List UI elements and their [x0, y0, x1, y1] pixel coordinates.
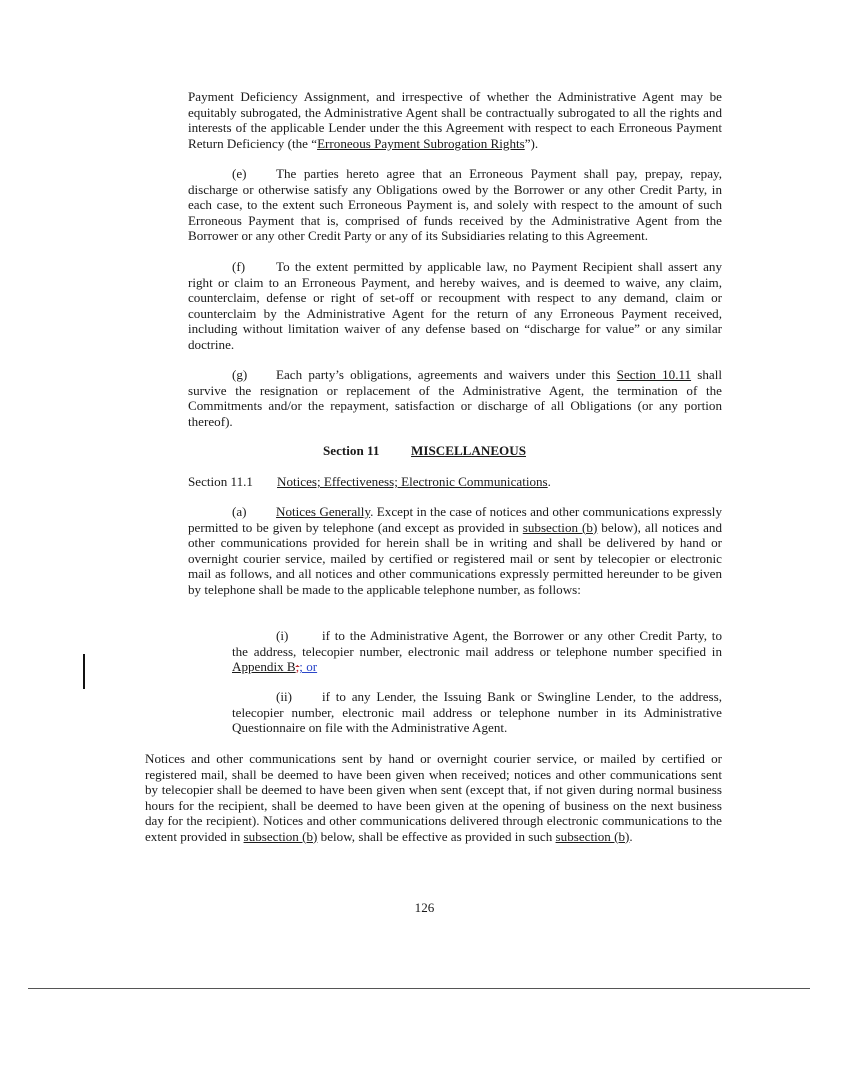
section-heading: [0, 443, 849, 459]
clause-label: (a): [232, 504, 247, 519]
paragraph-e: [188, 166, 722, 244]
subsection-heading: [188, 474, 551, 490]
paragraph-text: below), all notices and other communications provided for herein shall be in writing and shall be delivered by hand or overnight courier service, mailed by certified or registered mail or sent by telecopier or electronic mail as follows, and all notices and other communications expressly permitted hereunder to be given by telephone shall be made to the applicable telephone number, as follows:: [188, 519, 722, 597]
deleted-text: ;: [295, 659, 300, 675]
section-number: Section 11: [323, 443, 380, 458]
section-reference-link[interactable]: Section 10.11: [616, 367, 692, 382]
clause-caption: Notices Generally: [276, 504, 371, 519]
section-title: MISCELLANEOUS: [411, 443, 526, 458]
subsection-period: .: [547, 474, 551, 489]
paragraph-text: .: [629, 828, 633, 844]
paragraph-a: [188, 504, 722, 597]
paragraph-notices-effective: [145, 751, 722, 844]
paragraph-i: [232, 628, 722, 675]
paragraph-text: Each party’s obligations, agreements and waivers under this: [276, 367, 617, 382]
paragraph-text: ”).: [524, 135, 539, 151]
clause-label: (g): [232, 367, 248, 382]
paragraph-continuation: [188, 89, 722, 151]
clause-label: (f): [232, 259, 246, 274]
paragraph-text: The parties hereto agree that an Erroneous Payment shall pay, prepay, repay, discharge or otherwise satisfy any Obligations owed by the Borrower or any other Credit Party, in each case, to the extent such Erroneous Payment is, and solely with respect to the amount of such Erroneous Payment that is, comprised of funds received by the Administrative Agent from the Borrower or any other Credit Party or any of its Subsidiaries relating to this Agreement.: [188, 166, 722, 244]
paragraph-g: [188, 367, 722, 429]
subsection-reference-link[interactable]: subsection (b): [243, 828, 318, 844]
defined-term: Erroneous Payment Subrogation Rights: [317, 135, 525, 151]
clause-label: (e): [232, 166, 247, 181]
paragraph-text: . Except in the case of notices and other communications expressly permitted to be given by telephone (and except as provided in: [188, 504, 722, 535]
paragraph-text: below, shall be effective as provided in such: [317, 828, 556, 844]
paragraph-text: if to any Lender, the Issuing Bank or Swingline Lender, to the address, telecopier number, electronic mail address or telephone number in its Administrative Questionnaire on file with the Administrative Agent.: [232, 689, 722, 736]
paragraph-f: [188, 259, 722, 352]
footer-divider: [28, 988, 810, 989]
paragraph-text: Notices and other communications sent by hand or overnight courier service, or mailed by certified or registered mail, shall be deemed to have been given when received; notices and other communications sent by telecopier shall be deemed to have been given when sent (except that, if not given during normal business hours for the recipient, shall be deemed to have been given at the opening of business on the next business day for the recipient). Notices and other communications delivered through electronic communications to the extent provided in: [145, 751, 722, 844]
paragraph-text: shall survive the resignation or replacement of the Administrative Agent, the termination of the Commitments and/or the repayment, satisfaction or discharge of all Obligations (or any portion thereof).: [188, 367, 722, 429]
subsection-reference-link[interactable]: subsection (b): [522, 519, 598, 535]
subsection-reference-link[interactable]: subsection (b): [555, 828, 630, 844]
paragraph-text: Payment Deficiency Assignment, and irrespective of whether the Administrative Agent may be equitably subrogated, the Administrative Agent shall be contractually subrogated to all the rights and interests of the applicable Lender under the this Agreement with respect to each Erroneous Payment Return Deficiency (the “: [188, 89, 722, 151]
revision-change-bar: [83, 654, 85, 689]
paragraph-text: To the extent permitted by applicable law, no Payment Recipient shall assert any right or claim to an Erroneous Payment, and hereby waives, and is deemed to waive, any claim, counterclaim, defense or right of set-off or recoupment with respect to any demand, claim or counterclaim by the Administrative Agent for the return of any Erroneous Payment received, including without limitation waiver of any defense based on “discharge for value” or any similar doctrine.: [188, 259, 722, 352]
paragraph-ii: [232, 689, 722, 736]
subsection-title: Notices; Effectiveness; Electronic Communications: [277, 474, 548, 489]
clause-label: (ii): [276, 689, 292, 704]
clause-label: (i): [276, 628, 289, 643]
appendix-reference-link[interactable]: Appendix B: [232, 659, 296, 675]
page-number: 126: [414, 900, 435, 915]
paragraph-text: if to the Administrative Agent, the Borrower or any other Credit Party, to the address, telecopier number, electronic mail address or telephone number specified in: [232, 628, 722, 659]
subsection-number: Section 11.1: [188, 474, 253, 489]
inserted-text: ; or: [299, 659, 318, 675]
